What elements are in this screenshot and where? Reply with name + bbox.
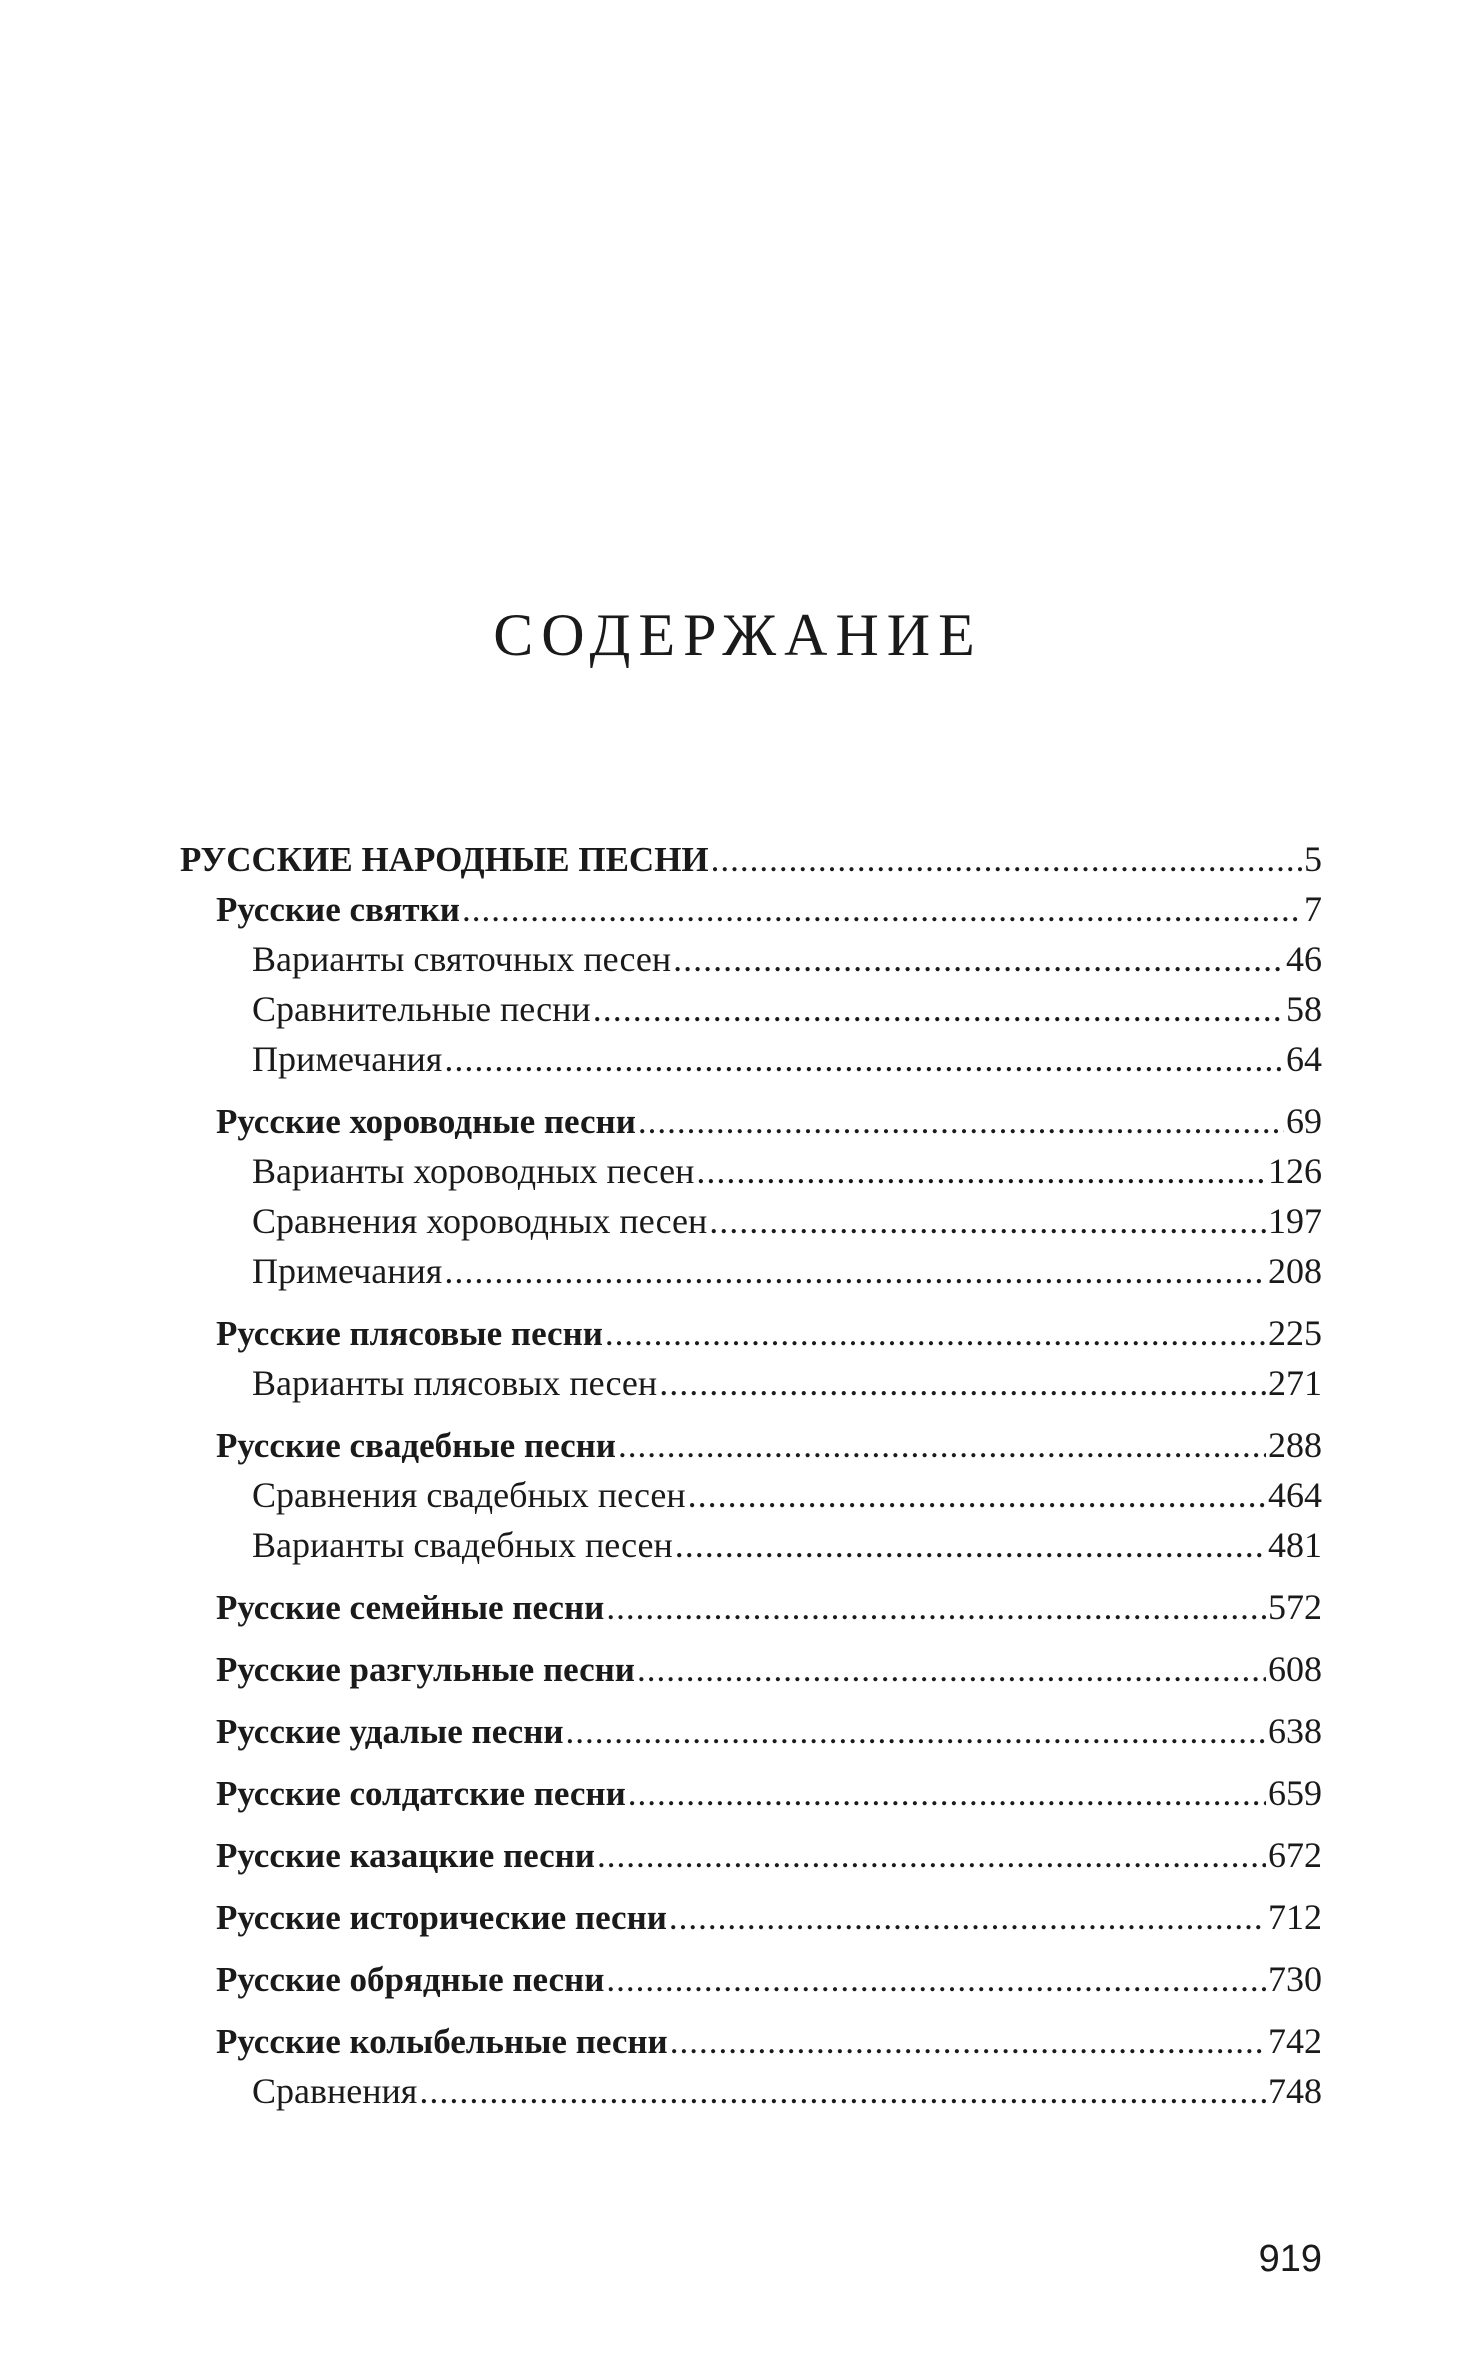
toc-entry-page: 126 bbox=[1268, 1151, 1322, 1191]
toc-entry-label: Русские хороводные песни bbox=[216, 1102, 636, 1141]
toc-entry bbox=[216, 1707, 1322, 1755]
toc-entry bbox=[252, 1035, 1322, 1083]
toc-entry bbox=[252, 1521, 1322, 1569]
toc-leader-dots bbox=[444, 1035, 1284, 1083]
toc-entry bbox=[216, 1831, 1322, 1879]
toc-entry bbox=[216, 1893, 1322, 1941]
toc-entry-label: Русские святки bbox=[216, 890, 460, 929]
toc-entry-label: Русские солдатские песни bbox=[216, 1774, 626, 1813]
toc-entry-label: Русские исторические песни bbox=[216, 1898, 667, 1937]
toc-entry-label: Русские плясовые песни bbox=[216, 1314, 603, 1353]
toc-entry-page: 64 bbox=[1286, 1039, 1322, 1079]
toc-entry-label: Варианты плясовых песен bbox=[252, 1363, 658, 1403]
toc-entry-page: 748 bbox=[1268, 2071, 1322, 2111]
toc-entry-page: 464 bbox=[1268, 1475, 1322, 1515]
toc-entry-label: Русские удалые песни bbox=[216, 1712, 564, 1751]
toc-entry-label: Русские казацкие песни bbox=[216, 1836, 595, 1875]
toc-entry-page: 742 bbox=[1268, 2021, 1322, 2061]
toc-leader-dots bbox=[709, 1197, 1266, 1245]
toc-entry bbox=[216, 885, 1322, 933]
toc-entry bbox=[252, 935, 1322, 983]
toc-entry bbox=[216, 1421, 1322, 1469]
toc-entry-page: 730 bbox=[1268, 1959, 1322, 1999]
toc-leader-dots bbox=[696, 1147, 1266, 1195]
toc-entry-page: 481 bbox=[1268, 1525, 1322, 1565]
toc-entry-page: 271 bbox=[1268, 1363, 1322, 1403]
toc-entry-label: Сравнения bbox=[252, 2071, 418, 2111]
toc-entry bbox=[252, 1359, 1322, 1407]
toc-entry-page: 572 bbox=[1268, 1587, 1322, 1627]
page-title: СОДЕРЖАНИЕ bbox=[493, 602, 983, 668]
toc-leader-dots bbox=[605, 1310, 1266, 1358]
toc-entry-page: 5 bbox=[1304, 839, 1322, 879]
toc-entry bbox=[216, 1769, 1322, 1817]
toc-entry bbox=[216, 1955, 1322, 2003]
toc-leader-dots bbox=[637, 1646, 1266, 1694]
toc-leader-dots bbox=[688, 1471, 1266, 1519]
toc-leader-dots bbox=[659, 1359, 1266, 1407]
toc-entry bbox=[216, 1645, 1322, 1693]
toc-entry bbox=[252, 1247, 1322, 1295]
toc-entry-page: 659 bbox=[1268, 1773, 1322, 1813]
page-number: 919 bbox=[1258, 2238, 1322, 2280]
toc-leader-dots bbox=[593, 985, 1284, 1033]
toc-entry-page: 672 bbox=[1268, 1835, 1322, 1875]
toc-entry bbox=[252, 1471, 1322, 1519]
toc-entry-label: Примечания bbox=[252, 1251, 443, 1291]
toc-leader-dots bbox=[628, 1770, 1266, 1818]
toc-entry-label: Сравнительные песни bbox=[252, 989, 591, 1029]
toc-entry-page: 712 bbox=[1268, 1897, 1322, 1937]
toc-entry bbox=[216, 1309, 1322, 1357]
toc-entry-page: 46 bbox=[1286, 939, 1322, 979]
toc-leader-dots bbox=[597, 1832, 1266, 1880]
toc-entry-page: 7 bbox=[1304, 889, 1322, 929]
toc-leader-dots bbox=[673, 935, 1284, 983]
toc-entry-page: 225 bbox=[1268, 1313, 1322, 1353]
toc-entry-label: Русские обрядные песни bbox=[216, 1960, 605, 1999]
toc-leader-dots bbox=[566, 1708, 1266, 1756]
toc-leader-dots bbox=[444, 1247, 1266, 1295]
toc-leader-dots bbox=[419, 2067, 1266, 2115]
toc-entry-label: Варианты свадебных песен bbox=[252, 1525, 673, 1565]
toc-entry-label: Сравнения свадебных песен bbox=[252, 1475, 686, 1515]
toc-leader-dots bbox=[618, 1422, 1266, 1470]
toc-entry-label: Русские свадебные песни bbox=[216, 1426, 616, 1465]
toc-entry bbox=[252, 985, 1322, 1033]
toc-entry-page: 208 bbox=[1268, 1251, 1322, 1291]
toc-leader-dots bbox=[675, 1521, 1266, 1569]
toc-leader-dots bbox=[670, 2018, 1266, 2066]
toc-entry bbox=[252, 1147, 1322, 1195]
toc-entry-label: Русские разгульные песни bbox=[216, 1650, 635, 1689]
toc-entry-label: Русские семейные песни bbox=[216, 1588, 605, 1627]
toc-entry-page: 288 bbox=[1268, 1425, 1322, 1465]
toc-entry-page: 58 bbox=[1286, 989, 1322, 1029]
toc-leader-dots bbox=[711, 836, 1302, 884]
toc-leader-dots bbox=[606, 1956, 1266, 2004]
toc-entry-label: Варианты хороводных песен bbox=[252, 1151, 695, 1191]
toc-leader-dots bbox=[669, 1894, 1266, 1942]
toc-entry-page: 608 bbox=[1268, 1649, 1322, 1689]
toc-entry bbox=[252, 1197, 1322, 1245]
toc-entry-page: 197 bbox=[1268, 1201, 1322, 1241]
toc-entry-page: 638 bbox=[1268, 1711, 1322, 1751]
toc-entry-label: Варианты святочных песен bbox=[252, 939, 672, 979]
toc-entry bbox=[216, 1097, 1322, 1145]
toc-entry bbox=[180, 835, 1322, 883]
toc-leader-dots bbox=[606, 1584, 1266, 1632]
toc-entry-label: РУССКИЕ НАРОДНЫЕ ПЕСНИ bbox=[180, 840, 709, 879]
toc-entry bbox=[216, 1583, 1322, 1631]
toc-entry-page: 69 bbox=[1286, 1101, 1322, 1141]
toc-entry bbox=[216, 2017, 1322, 2065]
toc-leader-dots bbox=[638, 1098, 1284, 1146]
toc-entry-label: Русские колыбельные песни bbox=[216, 2022, 668, 2061]
toc-entry-label: Примечания bbox=[252, 1039, 443, 1079]
toc-leader-dots bbox=[462, 886, 1302, 934]
toc-entry bbox=[252, 2067, 1322, 2115]
toc-entry-label: Сравнения хороводных песен bbox=[252, 1201, 708, 1241]
